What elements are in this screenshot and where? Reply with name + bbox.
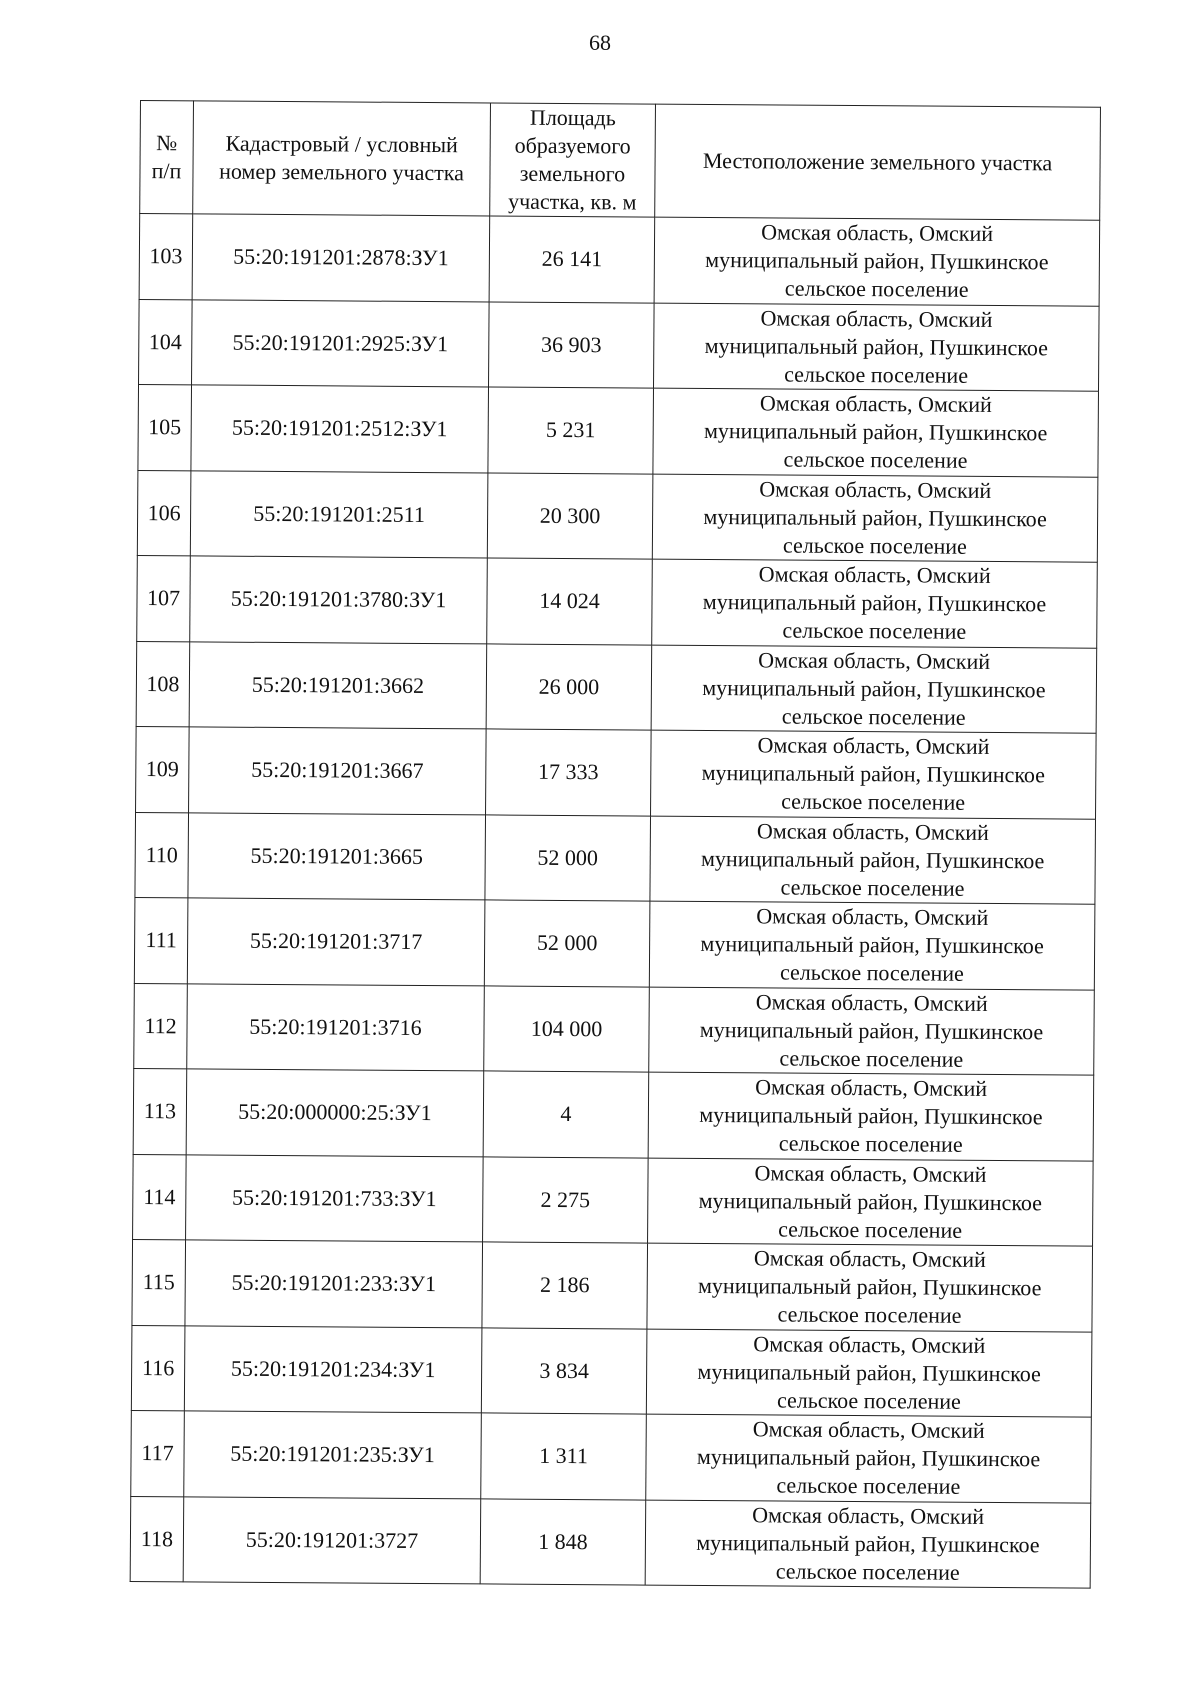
table-row bbox=[131, 1410, 1092, 1502]
location-line: Омская область, Омский bbox=[760, 305, 993, 332]
row-cadastral-number: 55:20:191201:3727 bbox=[183, 1496, 481, 1584]
row-num: 108 bbox=[136, 641, 190, 727]
row-num: 117 bbox=[131, 1410, 185, 1496]
location-line: сельское поселение bbox=[782, 532, 967, 559]
row-area: 36 903 bbox=[489, 301, 655, 388]
row-area: 1 848 bbox=[480, 1498, 646, 1585]
location-line: муниципальный район, Пушкинское bbox=[703, 418, 1048, 446]
row-cadastral-number: 55:20:000000:25:ЗУ1 bbox=[186, 1069, 484, 1157]
location-line: Омская область, Омский bbox=[753, 1245, 986, 1273]
row-location bbox=[648, 1072, 1094, 1161]
header-area: Площадь образуемого земельного участка, кв. м bbox=[490, 103, 656, 217]
location-line: муниципальный район, Пушкинское bbox=[697, 1273, 1042, 1301]
table-header-row bbox=[140, 101, 1101, 221]
row-location bbox=[652, 474, 1098, 563]
row-location bbox=[649, 901, 1095, 990]
row-num: 104 bbox=[139, 299, 193, 385]
row-num: 116 bbox=[131, 1325, 185, 1411]
row-cadastral-number: 55:20:191201:233:ЗУ1 bbox=[185, 1240, 483, 1328]
location-line: Омская область, Омский bbox=[756, 903, 989, 931]
location-line: муниципальный район, Пушкинское bbox=[700, 931, 1044, 959]
location-line: муниципальный район, Пушкинское bbox=[698, 1187, 1043, 1216]
row-cadastral-number: 55:20:191201:234:ЗУ1 bbox=[184, 1325, 482, 1413]
header-location: Местоположение земельного участка bbox=[655, 104, 1101, 220]
table-row bbox=[134, 983, 1095, 1075]
table-body bbox=[130, 214, 1100, 1589]
location-line: сельское поселение bbox=[783, 446, 968, 474]
location-line: Омская область, Омский bbox=[752, 1502, 985, 1529]
location-line: муниципальный район, Пушкинское bbox=[696, 1529, 1040, 1558]
row-area: 2 186 bbox=[482, 1242, 648, 1329]
location-line: сельское поселение bbox=[782, 617, 967, 645]
row-num: 107 bbox=[137, 555, 191, 641]
row-cadastral-number: 55:20:191201:3717 bbox=[187, 898, 485, 986]
location-line: муниципальный район, Пушкинское bbox=[699, 1102, 1043, 1130]
location-line: сельское поселение bbox=[780, 874, 965, 901]
row-location bbox=[646, 1414, 1092, 1503]
table-row bbox=[137, 555, 1098, 647]
row-num: 105 bbox=[138, 384, 192, 470]
location-line: Омская область, Омский bbox=[756, 818, 989, 845]
location-line: сельское поселение bbox=[778, 1216, 963, 1243]
table-row bbox=[137, 470, 1098, 562]
location-line: сельское поселение bbox=[781, 788, 966, 816]
location-line: Омская область, Омский bbox=[758, 647, 991, 674]
location-line: сельское поселение bbox=[776, 1472, 961, 1500]
location-line: сельское поселение bbox=[784, 275, 969, 303]
row-area: 20 300 bbox=[487, 472, 653, 559]
location-line: сельское поселение bbox=[775, 1558, 960, 1585]
location-line: Омская область, Омский bbox=[761, 219, 994, 247]
location-line: муниципальный район, Пушкинское bbox=[700, 845, 1045, 874]
row-cadastral-number: 55:20:191201:3665 bbox=[188, 812, 486, 900]
location-line: Омская область, Омский bbox=[754, 1160, 987, 1187]
row-cadastral-number: 55:20:191201:3780:ЗУ1 bbox=[190, 556, 488, 644]
row-area: 4 bbox=[483, 1071, 649, 1158]
row-location bbox=[654, 217, 1100, 306]
row-area: 52 000 bbox=[485, 814, 651, 901]
table-row bbox=[136, 726, 1097, 818]
location-line: муниципальный район, Пушкинское bbox=[699, 1016, 1044, 1045]
row-cadastral-number: 55:20:191201:2511 bbox=[190, 470, 488, 558]
table-row bbox=[133, 1154, 1094, 1246]
row-location bbox=[649, 987, 1095, 1076]
location-line: Омская область, Омский bbox=[753, 1331, 986, 1358]
location-line: сельское поселение bbox=[779, 1045, 964, 1072]
location-line: сельское поселение bbox=[781, 703, 966, 730]
row-num: 114 bbox=[133, 1154, 187, 1240]
location-line: сельское поселение bbox=[776, 1387, 961, 1414]
row-area: 17 333 bbox=[486, 729, 652, 816]
location-line: муниципальный район, Пушкинское bbox=[702, 674, 1046, 703]
row-area: 2 275 bbox=[483, 1156, 649, 1243]
row-cadastral-number: 55:20:191201:235:ЗУ1 bbox=[184, 1411, 482, 1499]
row-location bbox=[651, 645, 1097, 734]
location-line: муниципальный район, Пушкинское bbox=[697, 1358, 1041, 1387]
table-row bbox=[131, 1325, 1092, 1417]
row-location bbox=[645, 1500, 1091, 1589]
location-line: муниципальный район, Пушкинское bbox=[696, 1444, 1041, 1472]
row-num: 111 bbox=[134, 897, 188, 983]
location-line: сельское поселение bbox=[778, 1130, 963, 1158]
location-line: муниципальный район, Пушкинское bbox=[701, 760, 1046, 788]
table-row bbox=[138, 384, 1099, 476]
row-area: 26 141 bbox=[489, 216, 655, 303]
table-row bbox=[139, 299, 1100, 391]
row-location bbox=[651, 730, 1097, 819]
row-location bbox=[646, 1329, 1092, 1418]
row-location bbox=[653, 388, 1099, 477]
row-num: 113 bbox=[133, 1068, 187, 1154]
row-area: 14 024 bbox=[487, 558, 653, 645]
row-num: 109 bbox=[136, 726, 190, 812]
row-location bbox=[647, 1243, 1093, 1332]
location-line: Омская область, Омский bbox=[755, 989, 988, 1016]
table-row bbox=[133, 1068, 1094, 1160]
row-cadastral-number: 55:20:191201:2925:ЗУ1 bbox=[192, 299, 490, 387]
row-cadastral-number: 55:20:191201:3716 bbox=[187, 983, 485, 1071]
table-row bbox=[139, 214, 1100, 306]
page-number: 68 bbox=[589, 30, 611, 55]
row-location bbox=[648, 1158, 1094, 1247]
row-num: 112 bbox=[134, 983, 188, 1069]
row-num: 110 bbox=[135, 812, 189, 898]
location-line: сельское поселение bbox=[784, 361, 969, 388]
row-cadastral-number: 55:20:191201:3662 bbox=[189, 641, 487, 729]
location-line: муниципальный район, Пушкинское bbox=[704, 332, 1049, 361]
row-location bbox=[652, 559, 1098, 648]
location-line: муниципальный район, Пушкинское bbox=[702, 589, 1047, 617]
location-line: Омская область, Омский bbox=[757, 732, 990, 760]
row-area: 3 834 bbox=[481, 1327, 647, 1414]
row-cadastral-number: 55:20:191201:2512:ЗУ1 bbox=[191, 385, 489, 473]
row-cadastral-number: 55:20:191201:3667 bbox=[189, 727, 487, 815]
land-plots-table bbox=[130, 100, 1101, 1589]
header-cadastral: Кадастровый / условный номер земельного участка bbox=[193, 101, 491, 216]
row-num: 118 bbox=[130, 1496, 184, 1582]
table-row bbox=[135, 812, 1096, 904]
land-plots-table-container bbox=[130, 100, 1101, 1589]
row-area: 104 000 bbox=[484, 985, 650, 1072]
row-num: 115 bbox=[132, 1239, 186, 1325]
row-area: 5 231 bbox=[488, 387, 654, 474]
header-num: № п/п bbox=[140, 101, 194, 214]
location-line: Омская область, Омский bbox=[759, 390, 992, 418]
table-row bbox=[130, 1496, 1091, 1588]
row-location bbox=[654, 303, 1100, 392]
row-location bbox=[650, 816, 1096, 905]
row-num: 106 bbox=[137, 470, 191, 556]
table-row bbox=[136, 641, 1097, 733]
table-row bbox=[134, 897, 1095, 989]
row-area: 1 311 bbox=[481, 1413, 647, 1500]
location-line: муниципальный район, Пушкинское bbox=[705, 247, 1049, 275]
location-line: Омская область, Омский bbox=[758, 561, 991, 589]
row-num: 103 bbox=[139, 214, 193, 300]
location-line: Омская область, Омский bbox=[752, 1416, 985, 1444]
row-cadastral-number: 55:20:191201:2878:ЗУ1 bbox=[192, 214, 490, 302]
location-line: сельское поселение bbox=[779, 959, 964, 987]
location-line: Омская область, Омский bbox=[759, 476, 992, 503]
row-cadastral-number: 55:20:191201:733:ЗУ1 bbox=[186, 1154, 484, 1242]
location-line: муниципальный район, Пушкинское bbox=[703, 503, 1047, 532]
location-line: сельское поселение bbox=[777, 1301, 962, 1329]
location-line: Омская область, Омский bbox=[755, 1074, 988, 1102]
table-row bbox=[132, 1239, 1093, 1331]
row-area: 26 000 bbox=[486, 643, 652, 730]
row-area: 52 000 bbox=[484, 900, 650, 987]
